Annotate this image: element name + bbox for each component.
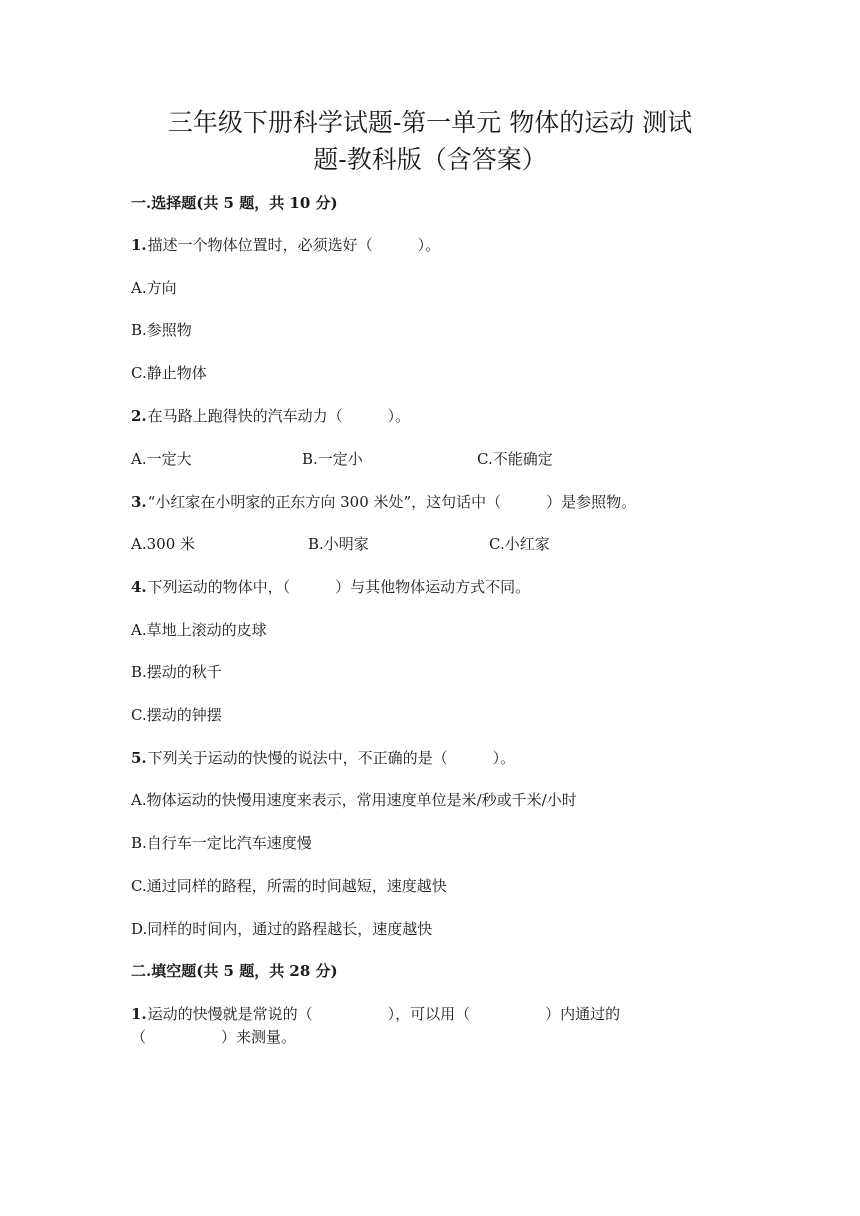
question-text: 下列关于运动的快慢的说法中，不正确的是（ ）。 — [147, 749, 516, 767]
question-4 — [131, 580, 530, 595]
question-number: 1. — [131, 236, 147, 254]
question-text: “小红家在小明家的正东方向 300 米处”，这句话中（ ）是参照物。 — [147, 493, 637, 511]
question-3 — [131, 495, 636, 510]
question-3-option-c: C.小红家 — [489, 535, 550, 553]
question-5-option-b: B.自行车一定比汽车速度慢 — [131, 834, 312, 852]
question-1 — [131, 238, 440, 253]
question-5-option-a: A.物体运动的快慢用速度来表示，常用速度单位是米/秒或千米/小时 — [131, 791, 577, 809]
question-number: 1. — [131, 1005, 147, 1023]
question-2-option-a: A.一定大 — [131, 450, 192, 468]
question-5 — [131, 751, 515, 766]
question-2-option-b: B.一定小 — [302, 450, 363, 468]
fill-question-1-line-1 — [131, 1007, 620, 1022]
fill-question-1-line-2: （ ）来测量。 — [131, 1028, 297, 1046]
document-title-line-2: 题-教科版（含答案） — [313, 145, 547, 174]
question-5-option-c: C.通过同样的路程，所需的时间越短，速度越快 — [131, 877, 447, 895]
question-number: 2. — [131, 407, 147, 425]
question-1-option-b: B.参照物 — [131, 321, 192, 339]
question-number: 3. — [131, 493, 147, 511]
question-1-option-c: C.静止物体 — [131, 364, 207, 382]
question-number: 4. — [131, 578, 147, 596]
question-2 — [131, 409, 410, 424]
question-text: 运动的快慢就是常说的（ ），可以用（ ）内通过的 — [147, 1005, 621, 1023]
question-5-option-d: D.同样的时间内，通过的路程越长，速度越快 — [131, 920, 433, 938]
question-4-option-b: B.摆动的秋千 — [131, 663, 222, 681]
question-text: 下列运动的物体中，（ ）与其他物体运动方式不同。 — [147, 578, 531, 596]
section-heading-fill: 二.填空题(共 5 题，共 28 分) — [131, 962, 338, 980]
document-title-line-1: 三年级下册科学试题-第一单元 物体的运动 测试 — [167, 108, 693, 137]
question-3-option-a: A.300 米 — [131, 535, 195, 553]
question-number: 5. — [131, 749, 147, 767]
question-4-option-a: A.草地上滚动的皮球 — [131, 621, 267, 639]
question-4-option-c: C.摆动的钟摆 — [131, 706, 222, 724]
question-2-option-c: C.不能确定 — [477, 450, 553, 468]
question-1-option-a: A.方向 — [131, 279, 177, 297]
question-text: 描述一个物体位置时，必须选好（ ）。 — [147, 236, 441, 254]
question-text: 在马路上跑得快的汽车动力（ ）。 — [147, 407, 411, 425]
section-heading-choice: 一.选择题(共 5 题，共 10 分) — [131, 194, 338, 212]
question-3-option-b: B.小明家 — [308, 535, 369, 553]
